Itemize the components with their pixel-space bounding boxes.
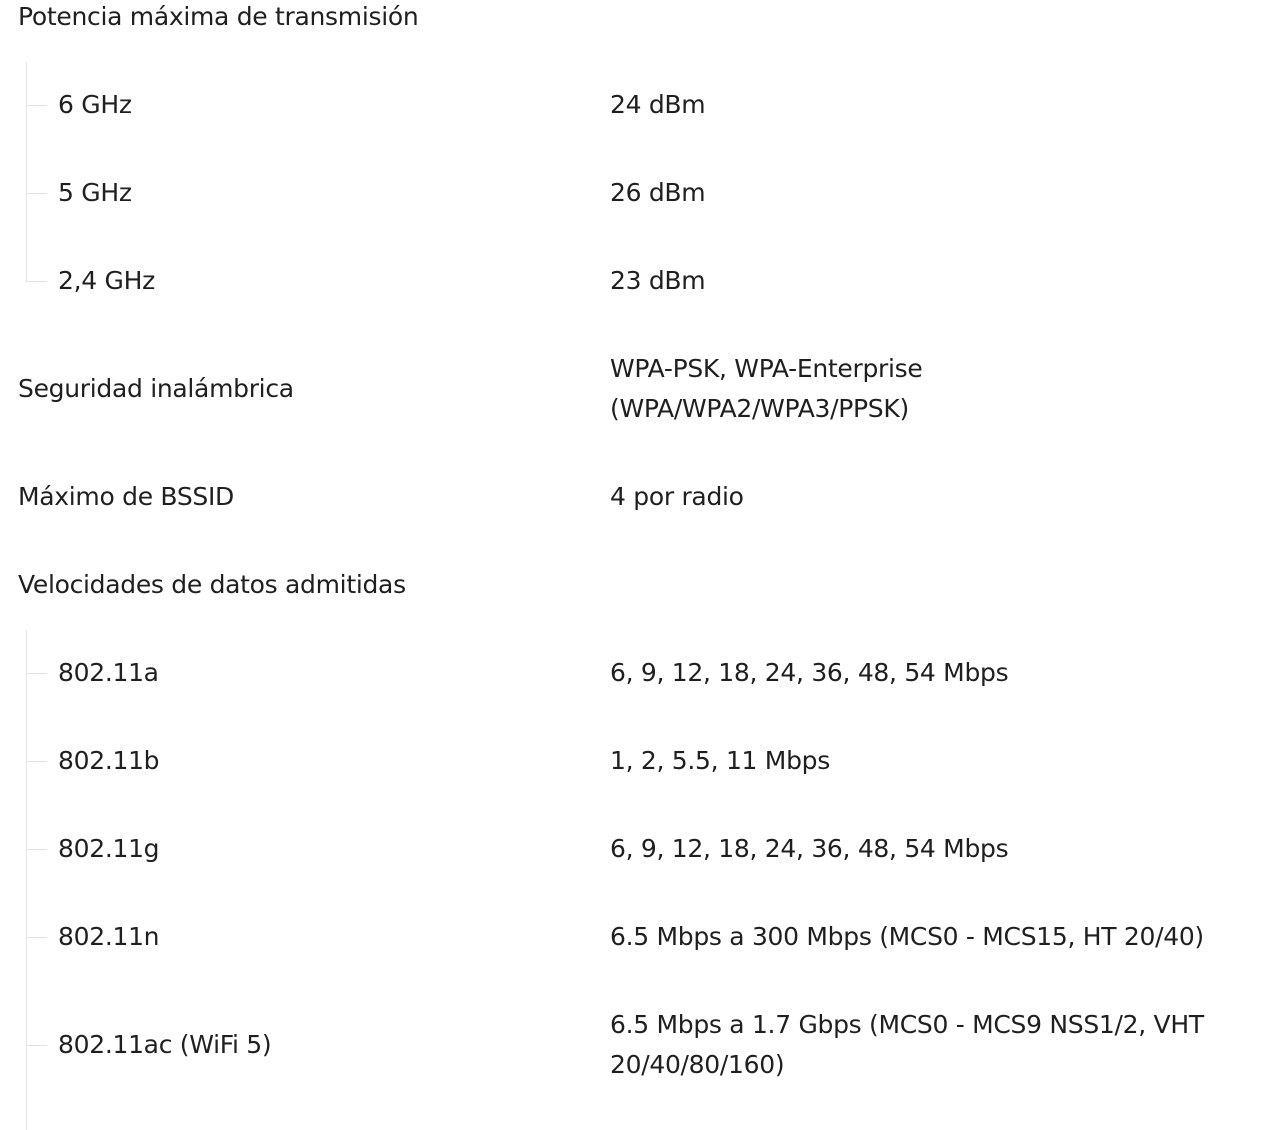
tree-connector bbox=[27, 849, 47, 850]
rate-80211b-value: 1, 2, 5.5, 11 Mbps bbox=[610, 746, 830, 775]
rate-80211ac-value-line1: 6.5 Mbps a 1.7 Gbps (MCS0 - MCS9 NSS1/2, VHT bbox=[610, 1010, 1204, 1039]
power-section-title: Potencia máxima de transmisión bbox=[18, 2, 419, 31]
tree-connector bbox=[27, 937, 47, 938]
power-6ghz-label: 6 GHz bbox=[58, 90, 132, 119]
rate-80211a-label: 802.11a bbox=[58, 658, 159, 687]
security-value-line2: (WPA/WPA2/WPA3/PPSK) bbox=[610, 394, 909, 423]
rates-section-title: Velocidades de datos admitidas bbox=[18, 570, 406, 599]
power-6ghz-value: 24 dBm bbox=[610, 90, 706, 119]
rate-80211ac-value-line2: 20/40/80/160) bbox=[610, 1050, 785, 1079]
rate-80211b-label: 802.11b bbox=[58, 746, 160, 775]
power-24ghz-value: 23 dBm bbox=[610, 266, 706, 295]
tree-connector bbox=[27, 281, 47, 282]
security-label: Seguridad inalámbrica bbox=[18, 374, 294, 403]
rate-80211ac-label: 802.11ac (WiFi 5) bbox=[58, 1030, 272, 1059]
rate-80211n-value: 6.5 Mbps a 300 Mbps (MCS0 - MCS15, HT 20/40) bbox=[610, 922, 1204, 951]
rate-80211g-value: 6, 9, 12, 18, 24, 36, 48, 54 Mbps bbox=[610, 834, 1009, 863]
tree-connector bbox=[27, 673, 47, 674]
tree-connector bbox=[27, 1045, 47, 1046]
rate-80211n-label: 802.11n bbox=[58, 922, 160, 951]
power-5ghz-label: 5 GHz bbox=[58, 178, 132, 207]
rate-80211a-value: 6, 9, 12, 18, 24, 36, 48, 54 Mbps bbox=[610, 658, 1009, 687]
bssid-label: Máximo de BSSID bbox=[18, 482, 234, 511]
power-5ghz-value: 26 dBm bbox=[610, 178, 706, 207]
bssid-value: 4 por radio bbox=[610, 482, 744, 511]
power-24ghz-label: 2,4 GHz bbox=[58, 266, 155, 295]
power-tree-line bbox=[26, 62, 27, 282]
tree-connector bbox=[27, 761, 47, 762]
security-value-line1: WPA-PSK, WPA-Enterprise bbox=[610, 354, 923, 383]
rate-80211g-label: 802.11g bbox=[58, 834, 160, 863]
tree-connector bbox=[27, 193, 47, 194]
rates-tree-line bbox=[26, 630, 27, 1130]
tree-connector bbox=[27, 105, 47, 106]
